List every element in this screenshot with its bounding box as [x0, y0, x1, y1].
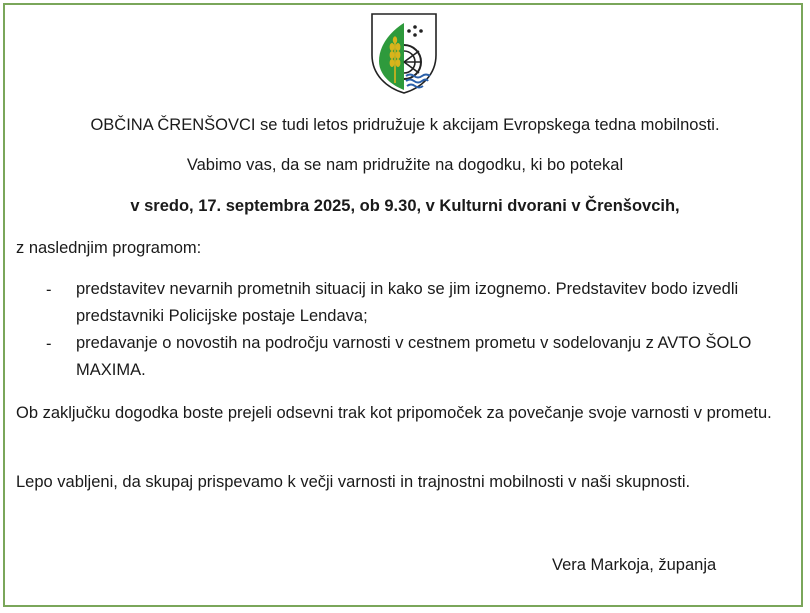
- intro-text: OBČINA ČRENŠOVCI se tudi letos pridružuje k akcijam Evropskega tedna mobilnosti.: [90, 116, 720, 134]
- closing-paragraph: Ob zaključku dogodka boste prejeli odsevni trak kot pripomoček za povečanje svoje varnosti v prometu.: [16, 404, 772, 422]
- signature: Vera Markoja, županja: [552, 556, 717, 574]
- event-details: v sredo, 17. septembra 2025, ob 9.30, v Kulturni dvorani v Črenšovcih,: [130, 197, 680, 215]
- welcome-paragraph: Lepo vabljeni, da skupaj prispevamo k večji varnosti in trajnostni mobilnosti v naši skupnosti.: [16, 473, 691, 491]
- program-item: predstavitev nevarnih prometnih situacij in kako se jim izognemo. Predstavitev bodo izvedli predstavniki Policijske postaje Lendava;: [76, 280, 739, 325]
- bullet-dash: -: [46, 281, 52, 299]
- program-intro: z naslednjim programom:: [16, 239, 202, 257]
- municipal-coat-of-arms-icon: [369, 11, 439, 95]
- invitation-text: Vabimo vas, da se nam pridružite na dogodku, ki bo potekal: [186, 156, 624, 174]
- bullet-dash: -: [46, 335, 52, 353]
- program-item: predavanje o novostih na področju varnosti v cestnem prometu v sodelovanju z AVTO ŠOLO MAXIMA.: [76, 334, 752, 379]
